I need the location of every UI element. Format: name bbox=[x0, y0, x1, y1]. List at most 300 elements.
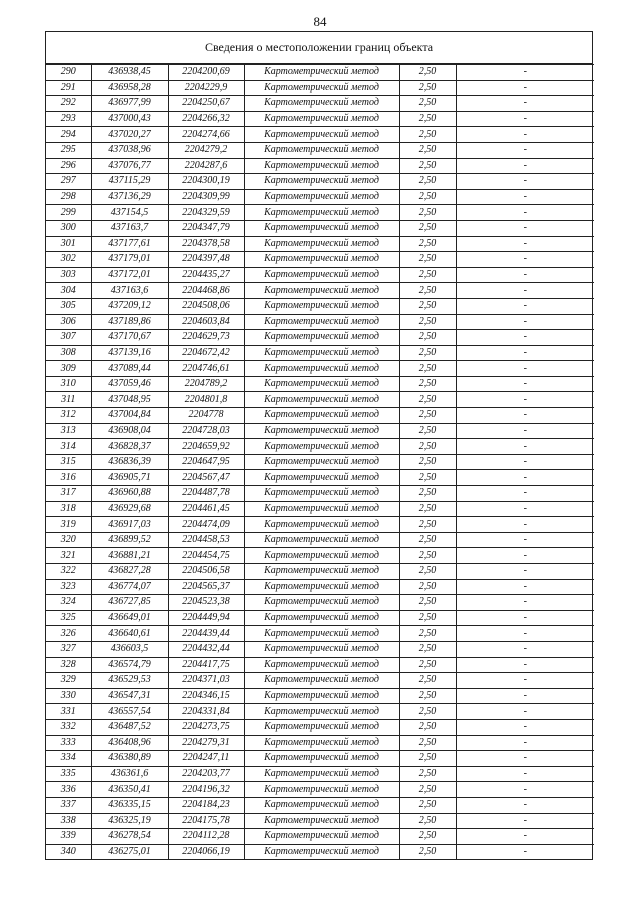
method-cell: Картометрический метод bbox=[244, 142, 399, 158]
description-cell: - bbox=[456, 782, 594, 798]
method-cell: Картометрический метод bbox=[244, 80, 399, 96]
table-row bbox=[46, 641, 594, 657]
table-row bbox=[46, 595, 594, 611]
table-row bbox=[46, 361, 594, 377]
table-row bbox=[46, 797, 594, 813]
y-coordinate-cell: 2204417,75 bbox=[168, 657, 244, 673]
description-cell: - bbox=[456, 641, 594, 657]
method-cell: Картометрический метод bbox=[244, 189, 399, 205]
description-cell: - bbox=[456, 844, 594, 859]
table-row bbox=[46, 454, 594, 470]
accuracy-cell: 2,50 bbox=[399, 96, 456, 112]
x-coordinate-cell: 436350,41 bbox=[91, 782, 168, 798]
point-number-cell: 300 bbox=[46, 220, 91, 236]
accuracy-cell: 2,50 bbox=[399, 205, 456, 221]
y-coordinate-cell: 2204439,44 bbox=[168, 626, 244, 642]
table-body bbox=[46, 65, 594, 860]
x-coordinate-cell: 437177,61 bbox=[91, 236, 168, 252]
table-row bbox=[46, 314, 594, 330]
x-coordinate-cell: 436828,37 bbox=[91, 439, 168, 455]
description-cell: - bbox=[456, 548, 594, 564]
method-cell: Картометрический метод bbox=[244, 174, 399, 190]
description-cell: - bbox=[456, 96, 594, 112]
x-coordinate-cell: 437179,01 bbox=[91, 252, 168, 268]
x-coordinate-cell: 437189,86 bbox=[91, 314, 168, 330]
y-coordinate-cell: 2204659,92 bbox=[168, 439, 244, 455]
y-coordinate-cell: 2204250,67 bbox=[168, 96, 244, 112]
accuracy-cell: 2,50 bbox=[399, 454, 456, 470]
point-number-cell: 302 bbox=[46, 252, 91, 268]
description-cell: - bbox=[456, 595, 594, 611]
table-row bbox=[46, 813, 594, 829]
y-coordinate-cell: 2204801,8 bbox=[168, 392, 244, 408]
y-coordinate-cell: 2204474,09 bbox=[168, 517, 244, 533]
y-coordinate-cell: 2204397,48 bbox=[168, 252, 244, 268]
method-cell: Картометрический метод bbox=[244, 298, 399, 314]
method-cell: Картометрический метод bbox=[244, 610, 399, 626]
method-cell: Картометрический метод bbox=[244, 532, 399, 548]
method-cell: Картометрический метод bbox=[244, 392, 399, 408]
point-number-cell: 305 bbox=[46, 298, 91, 314]
table-row bbox=[46, 829, 594, 845]
accuracy-cell: 2,50 bbox=[399, 267, 456, 283]
point-number-cell: 303 bbox=[46, 267, 91, 283]
method-cell: Картометрический метод bbox=[244, 111, 399, 127]
x-coordinate-cell: 436408,96 bbox=[91, 735, 168, 751]
table-row bbox=[46, 844, 594, 859]
x-coordinate-cell: 436557,54 bbox=[91, 704, 168, 720]
point-number-cell: 304 bbox=[46, 283, 91, 299]
table-row bbox=[46, 127, 594, 143]
method-cell: Картометрический метод bbox=[244, 564, 399, 580]
accuracy-cell: 2,50 bbox=[399, 439, 456, 455]
y-coordinate-cell: 2204229,9 bbox=[168, 80, 244, 96]
x-coordinate-cell: 436361,6 bbox=[91, 766, 168, 782]
x-coordinate-cell: 436640,61 bbox=[91, 626, 168, 642]
point-number-cell: 293 bbox=[46, 111, 91, 127]
accuracy-cell: 2,50 bbox=[399, 80, 456, 96]
point-number-cell: 311 bbox=[46, 392, 91, 408]
x-coordinate-cell: 436977,99 bbox=[91, 96, 168, 112]
method-cell: Картометрический метод bbox=[244, 844, 399, 859]
point-number-cell: 313 bbox=[46, 423, 91, 439]
accuracy-cell: 2,50 bbox=[399, 673, 456, 689]
description-cell: - bbox=[456, 376, 594, 392]
description-cell: - bbox=[456, 704, 594, 720]
table-row bbox=[46, 470, 594, 486]
point-number-cell: 292 bbox=[46, 96, 91, 112]
y-coordinate-cell: 2204273,75 bbox=[168, 719, 244, 735]
y-coordinate-cell: 2204523,38 bbox=[168, 595, 244, 611]
accuracy-cell: 2,50 bbox=[399, 392, 456, 408]
method-cell: Картометрический метод bbox=[244, 719, 399, 735]
table-row bbox=[46, 408, 594, 424]
x-coordinate-cell: 436960,88 bbox=[91, 486, 168, 502]
point-number-cell: 335 bbox=[46, 766, 91, 782]
table-row bbox=[46, 548, 594, 564]
x-coordinate-cell: 436278,54 bbox=[91, 829, 168, 845]
x-coordinate-cell: 436774,07 bbox=[91, 579, 168, 595]
accuracy-cell: 2,50 bbox=[399, 782, 456, 798]
point-number-cell: 327 bbox=[46, 641, 91, 657]
accuracy-cell: 2,50 bbox=[399, 641, 456, 657]
description-cell: - bbox=[456, 142, 594, 158]
method-cell: Картометрический метод bbox=[244, 626, 399, 642]
x-coordinate-cell: 437020,27 bbox=[91, 127, 168, 143]
method-cell: Картометрический метод bbox=[244, 439, 399, 455]
method-cell: Картометрический метод bbox=[244, 454, 399, 470]
y-coordinate-cell: 2204346,15 bbox=[168, 688, 244, 704]
method-cell: Картометрический метод bbox=[244, 704, 399, 720]
point-number-cell: 340 bbox=[46, 844, 91, 859]
method-cell: Картометрический метод bbox=[244, 220, 399, 236]
y-coordinate-cell: 2204454,75 bbox=[168, 548, 244, 564]
table-row bbox=[46, 673, 594, 689]
accuracy-cell: 2,50 bbox=[399, 142, 456, 158]
method-cell: Картометрический метод bbox=[244, 813, 399, 829]
point-number-cell: 309 bbox=[46, 361, 91, 377]
table-row bbox=[46, 688, 594, 704]
point-number-cell: 337 bbox=[46, 797, 91, 813]
table-row bbox=[46, 704, 594, 720]
table-row bbox=[46, 189, 594, 205]
y-coordinate-cell: 2204066,19 bbox=[168, 844, 244, 859]
table-row bbox=[46, 283, 594, 299]
method-cell: Картометрический метод bbox=[244, 205, 399, 221]
x-coordinate-cell: 436958,28 bbox=[91, 80, 168, 96]
y-coordinate-cell: 2204309,99 bbox=[168, 189, 244, 205]
accuracy-cell: 2,50 bbox=[399, 501, 456, 517]
x-coordinate-cell: 436905,71 bbox=[91, 470, 168, 486]
description-cell: - bbox=[456, 127, 594, 143]
point-number-cell: 331 bbox=[46, 704, 91, 720]
point-number-cell: 298 bbox=[46, 189, 91, 205]
method-cell: Картометрический метод bbox=[244, 641, 399, 657]
table-row bbox=[46, 298, 594, 314]
description-cell: - bbox=[456, 766, 594, 782]
y-coordinate-cell: 2204778 bbox=[168, 408, 244, 424]
table-row bbox=[46, 205, 594, 221]
table-row bbox=[46, 782, 594, 798]
y-coordinate-cell: 2204468,86 bbox=[168, 283, 244, 299]
x-coordinate-cell: 436529,53 bbox=[91, 673, 168, 689]
x-coordinate-cell: 437172,01 bbox=[91, 267, 168, 283]
y-coordinate-cell: 2204789,2 bbox=[168, 376, 244, 392]
y-coordinate-cell: 2204565,37 bbox=[168, 579, 244, 595]
x-coordinate-cell: 437004,84 bbox=[91, 408, 168, 424]
table-row bbox=[46, 719, 594, 735]
boundary-table-sheet bbox=[45, 31, 593, 860]
method-cell: Картометрический метод bbox=[244, 376, 399, 392]
accuracy-cell: 2,50 bbox=[399, 766, 456, 782]
accuracy-cell: 2,50 bbox=[399, 548, 456, 564]
description-cell: - bbox=[456, 564, 594, 580]
y-coordinate-cell: 2204487,78 bbox=[168, 486, 244, 502]
x-coordinate-cell: 436938,45 bbox=[91, 65, 168, 81]
description-cell: - bbox=[456, 517, 594, 533]
y-coordinate-cell: 2204629,73 bbox=[168, 330, 244, 346]
table-row bbox=[46, 220, 594, 236]
y-coordinate-cell: 2204279,31 bbox=[168, 735, 244, 751]
accuracy-cell: 2,50 bbox=[399, 704, 456, 720]
method-cell: Картометрический метод bbox=[244, 96, 399, 112]
description-cell: - bbox=[456, 813, 594, 829]
point-number-cell: 299 bbox=[46, 205, 91, 221]
method-cell: Картометрический метод bbox=[244, 283, 399, 299]
accuracy-cell: 2,50 bbox=[399, 813, 456, 829]
description-cell: - bbox=[456, 439, 594, 455]
description-cell: - bbox=[456, 673, 594, 689]
table-row bbox=[46, 735, 594, 751]
accuracy-cell: 2,50 bbox=[399, 751, 456, 767]
description-cell: - bbox=[456, 423, 594, 439]
description-cell: - bbox=[456, 751, 594, 767]
method-cell: Картометрический метод bbox=[244, 314, 399, 330]
description-cell: - bbox=[456, 408, 594, 424]
x-coordinate-cell: 436899,52 bbox=[91, 532, 168, 548]
point-number-cell: 315 bbox=[46, 454, 91, 470]
description-cell: - bbox=[456, 392, 594, 408]
accuracy-cell: 2,50 bbox=[399, 376, 456, 392]
accuracy-cell: 2,50 bbox=[399, 579, 456, 595]
accuracy-cell: 2,50 bbox=[399, 236, 456, 252]
description-cell: - bbox=[456, 236, 594, 252]
table-row bbox=[46, 111, 594, 127]
method-cell: Картометрический метод bbox=[244, 548, 399, 564]
point-number-cell: 314 bbox=[46, 439, 91, 455]
y-coordinate-cell: 2204746,61 bbox=[168, 361, 244, 377]
table-row bbox=[46, 564, 594, 580]
method-cell: Картометрический метод bbox=[244, 782, 399, 798]
x-coordinate-cell: 436547,31 bbox=[91, 688, 168, 704]
point-number-cell: 325 bbox=[46, 610, 91, 626]
table-row bbox=[46, 766, 594, 782]
accuracy-cell: 2,50 bbox=[399, 314, 456, 330]
y-coordinate-cell: 2204371,03 bbox=[168, 673, 244, 689]
y-coordinate-cell: 2204329,59 bbox=[168, 205, 244, 221]
table-row bbox=[46, 486, 594, 502]
table-row bbox=[46, 610, 594, 626]
y-coordinate-cell: 2204449,94 bbox=[168, 610, 244, 626]
x-coordinate-cell: 436603,5 bbox=[91, 641, 168, 657]
x-coordinate-cell: 437089,44 bbox=[91, 361, 168, 377]
x-coordinate-cell: 437139,16 bbox=[91, 345, 168, 361]
description-cell: - bbox=[456, 579, 594, 595]
y-coordinate-cell: 2204300,19 bbox=[168, 174, 244, 190]
table-row bbox=[46, 267, 594, 283]
y-coordinate-cell: 2204266,32 bbox=[168, 111, 244, 127]
y-coordinate-cell: 2204196,32 bbox=[168, 782, 244, 798]
y-coordinate-cell: 2204603,84 bbox=[168, 314, 244, 330]
x-coordinate-cell: 437163,7 bbox=[91, 220, 168, 236]
method-cell: Картометрический метод bbox=[244, 657, 399, 673]
y-coordinate-cell: 2204347,79 bbox=[168, 220, 244, 236]
point-number-cell: 295 bbox=[46, 142, 91, 158]
table-row bbox=[46, 142, 594, 158]
description-cell: - bbox=[456, 111, 594, 127]
table-row bbox=[46, 174, 594, 190]
boundary-points-table bbox=[46, 64, 594, 859]
x-coordinate-cell: 437000,43 bbox=[91, 111, 168, 127]
x-coordinate-cell: 436727,85 bbox=[91, 595, 168, 611]
description-cell: - bbox=[456, 610, 594, 626]
x-coordinate-cell: 437136,29 bbox=[91, 189, 168, 205]
accuracy-cell: 2,50 bbox=[399, 220, 456, 236]
accuracy-cell: 2,50 bbox=[399, 610, 456, 626]
accuracy-cell: 2,50 bbox=[399, 65, 456, 81]
method-cell: Картометрический метод bbox=[244, 330, 399, 346]
x-coordinate-cell: 436487,52 bbox=[91, 719, 168, 735]
accuracy-cell: 2,50 bbox=[399, 111, 456, 127]
description-cell: - bbox=[456, 454, 594, 470]
accuracy-cell: 2,50 bbox=[399, 189, 456, 205]
x-coordinate-cell: 436380,89 bbox=[91, 751, 168, 767]
point-number-cell: 323 bbox=[46, 579, 91, 595]
table-title: Сведения о местоположении границ объекта bbox=[46, 32, 592, 64]
point-number-cell: 290 bbox=[46, 65, 91, 81]
point-number-cell: 320 bbox=[46, 532, 91, 548]
point-number-cell: 329 bbox=[46, 673, 91, 689]
method-cell: Картометрический метод bbox=[244, 797, 399, 813]
table-row bbox=[46, 96, 594, 112]
x-coordinate-cell: 436335,15 bbox=[91, 797, 168, 813]
description-cell: - bbox=[456, 80, 594, 96]
point-number-cell: 324 bbox=[46, 595, 91, 611]
point-number-cell: 333 bbox=[46, 735, 91, 751]
y-coordinate-cell: 2204435,27 bbox=[168, 267, 244, 283]
point-number-cell: 321 bbox=[46, 548, 91, 564]
table-row bbox=[46, 330, 594, 346]
accuracy-cell: 2,50 bbox=[399, 423, 456, 439]
x-coordinate-cell: 436908,04 bbox=[91, 423, 168, 439]
point-number-cell: 339 bbox=[46, 829, 91, 845]
accuracy-cell: 2,50 bbox=[399, 330, 456, 346]
x-coordinate-cell: 436649,01 bbox=[91, 610, 168, 626]
accuracy-cell: 2,50 bbox=[399, 252, 456, 268]
table-row bbox=[46, 626, 594, 642]
table-row bbox=[46, 236, 594, 252]
x-coordinate-cell: 437170,67 bbox=[91, 330, 168, 346]
x-coordinate-cell: 436929,68 bbox=[91, 501, 168, 517]
point-number-cell: 310 bbox=[46, 376, 91, 392]
method-cell: Картометрический метод bbox=[244, 751, 399, 767]
point-number-cell: 308 bbox=[46, 345, 91, 361]
table-row bbox=[46, 501, 594, 517]
point-number-cell: 330 bbox=[46, 688, 91, 704]
point-number-cell: 312 bbox=[46, 408, 91, 424]
x-coordinate-cell: 436275,01 bbox=[91, 844, 168, 859]
accuracy-cell: 2,50 bbox=[399, 735, 456, 751]
accuracy-cell: 2,50 bbox=[399, 657, 456, 673]
method-cell: Картометрический метод bbox=[244, 579, 399, 595]
x-coordinate-cell: 437048,95 bbox=[91, 392, 168, 408]
x-coordinate-cell: 437154,5 bbox=[91, 205, 168, 221]
method-cell: Картометрический метод bbox=[244, 65, 399, 81]
x-coordinate-cell: 437209,12 bbox=[91, 298, 168, 314]
accuracy-cell: 2,50 bbox=[399, 283, 456, 299]
accuracy-cell: 2,50 bbox=[399, 688, 456, 704]
table-row bbox=[46, 532, 594, 548]
method-cell: Картометрический метод bbox=[244, 423, 399, 439]
y-coordinate-cell: 2204378,58 bbox=[168, 236, 244, 252]
point-number-cell: 306 bbox=[46, 314, 91, 330]
description-cell: - bbox=[456, 65, 594, 81]
method-cell: Картометрический метод bbox=[244, 829, 399, 845]
accuracy-cell: 2,50 bbox=[399, 174, 456, 190]
table-row bbox=[46, 751, 594, 767]
description-cell: - bbox=[456, 361, 594, 377]
table-row bbox=[46, 80, 594, 96]
point-number-cell: 317 bbox=[46, 486, 91, 502]
description-cell: - bbox=[456, 797, 594, 813]
x-coordinate-cell: 437163,6 bbox=[91, 283, 168, 299]
point-number-cell: 319 bbox=[46, 517, 91, 533]
y-coordinate-cell: 2204508,06 bbox=[168, 298, 244, 314]
table-row bbox=[46, 657, 594, 673]
table-row bbox=[46, 345, 594, 361]
description-cell: - bbox=[456, 174, 594, 190]
description-cell: - bbox=[456, 314, 594, 330]
y-coordinate-cell: 2204287,6 bbox=[168, 158, 244, 174]
accuracy-cell: 2,50 bbox=[399, 844, 456, 859]
point-number-cell: 318 bbox=[46, 501, 91, 517]
method-cell: Картометрический метод bbox=[244, 267, 399, 283]
description-cell: - bbox=[456, 532, 594, 548]
method-cell: Картометрический метод bbox=[244, 673, 399, 689]
point-number-cell: 322 bbox=[46, 564, 91, 580]
table-row bbox=[46, 252, 594, 268]
accuracy-cell: 2,50 bbox=[399, 829, 456, 845]
x-coordinate-cell: 436574,79 bbox=[91, 657, 168, 673]
description-cell: - bbox=[456, 626, 594, 642]
y-coordinate-cell: 2204432,44 bbox=[168, 641, 244, 657]
point-number-cell: 328 bbox=[46, 657, 91, 673]
table-row bbox=[46, 392, 594, 408]
y-coordinate-cell: 2204200,69 bbox=[168, 65, 244, 81]
method-cell: Картометрический метод bbox=[244, 345, 399, 361]
accuracy-cell: 2,50 bbox=[399, 517, 456, 533]
method-cell: Картометрический метод bbox=[244, 236, 399, 252]
accuracy-cell: 2,50 bbox=[399, 486, 456, 502]
accuracy-cell: 2,50 bbox=[399, 158, 456, 174]
description-cell: - bbox=[456, 330, 594, 346]
description-cell: - bbox=[456, 345, 594, 361]
x-coordinate-cell: 437038,96 bbox=[91, 142, 168, 158]
y-coordinate-cell: 2204647,95 bbox=[168, 454, 244, 470]
y-coordinate-cell: 2204112,28 bbox=[168, 829, 244, 845]
table-row bbox=[46, 439, 594, 455]
method-cell: Картометрический метод bbox=[244, 517, 399, 533]
method-cell: Картометрический метод bbox=[244, 688, 399, 704]
table-row bbox=[46, 423, 594, 439]
accuracy-cell: 2,50 bbox=[399, 626, 456, 642]
point-number-cell: 336 bbox=[46, 782, 91, 798]
page-number: 84 bbox=[313, 14, 327, 29]
accuracy-cell: 2,50 bbox=[399, 564, 456, 580]
point-number-cell: 316 bbox=[46, 470, 91, 486]
description-cell: - bbox=[456, 829, 594, 845]
method-cell: Картометрический метод bbox=[244, 735, 399, 751]
y-coordinate-cell: 2204567,47 bbox=[168, 470, 244, 486]
accuracy-cell: 2,50 bbox=[399, 298, 456, 314]
table-row bbox=[46, 65, 594, 81]
description-cell: - bbox=[456, 486, 594, 502]
x-coordinate-cell: 436827,28 bbox=[91, 564, 168, 580]
point-number-cell: 294 bbox=[46, 127, 91, 143]
accuracy-cell: 2,50 bbox=[399, 595, 456, 611]
y-coordinate-cell: 2204506,58 bbox=[168, 564, 244, 580]
accuracy-cell: 2,50 bbox=[399, 470, 456, 486]
